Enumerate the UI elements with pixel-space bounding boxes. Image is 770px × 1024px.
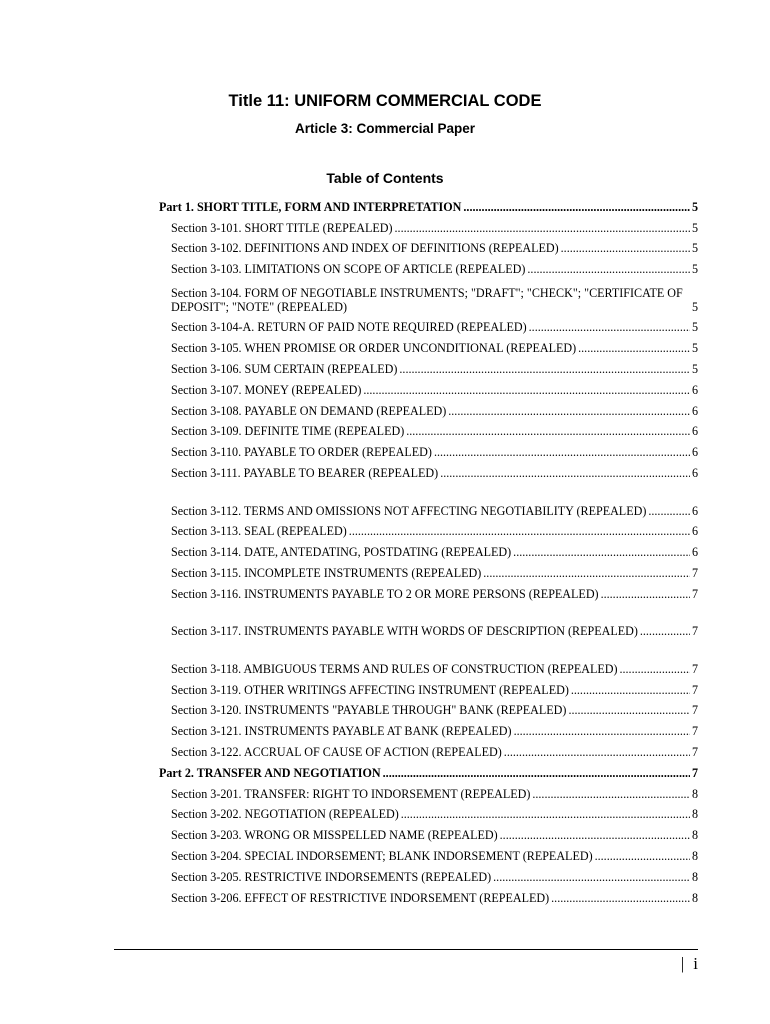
toc-section-entry[interactable] (159, 638, 698, 676)
toc-section-entry[interactable] (159, 676, 698, 697)
toc-entry-title: Section 3-104-A. RETURN OF PAID NOTE REQUIRED (REPEALED) (171, 320, 527, 335)
toc-entry-title: Section 3-121. INSTRUMENTS PAYABLE AT BANK (REPEALED) (171, 724, 512, 739)
toc-entry-page: 5 (691, 362, 698, 377)
toc-entry-page: 5 (691, 299, 698, 314)
toc-entry-page: 7 (691, 682, 698, 697)
toc-section-entry[interactable] (159, 397, 698, 418)
toc-dot-leader (529, 320, 690, 334)
toc-entry-page: 7 (691, 586, 698, 601)
toc-entry-title: Section 3-203. WRONG OR MISSPELLED NAME (REPEALED) (171, 828, 498, 843)
toc-dot-leader (640, 624, 690, 638)
document-title: Title 11: UNIFORM COMMERCIAL CODE (228, 92, 542, 110)
toc-entry-page: 6 (691, 545, 698, 560)
toc-heading: Table of Contents (326, 170, 444, 186)
toc-section-entry[interactable] (159, 780, 698, 801)
toc-entry-title: Section 3-206. EFFECT OF RESTRICTIVE INDORSEMENT (REPEALED) (171, 890, 550, 905)
toc-entry-title: Section 3-104. FORM OF NEGOTIABLE INSTRUMENTS; "DRAFT"; "CHECK"; "CERTIFICATE OF DEPOSIT"; "NOTE" (REPEALED) (171, 285, 683, 314)
toc-section-entry[interactable] (159, 697, 698, 718)
toc-dot-leader (383, 766, 690, 780)
toc-entry-page: 6 (691, 382, 698, 397)
document-subtitle: Article 3: Commercial Paper (294, 121, 476, 136)
toc-dot-leader (463, 200, 690, 214)
toc-entry-title: Section 3-101. SHORT TITLE (REPEALED) (171, 220, 393, 235)
toc-entry-title: Section 3-113. SEAL (REPEALED) (171, 524, 347, 539)
toc-entry-title: Section 3-119. OTHER WRITINGS AFFECTING INSTRUMENT (REPEALED) (171, 682, 569, 697)
toc-entry-title: Section 3-109. DEFINITE TIME (REPEALED) (171, 424, 405, 439)
toc-entry-title: Section 3-115. INCOMPLETE INSTRUMENTS (REPEALED) (171, 565, 482, 580)
toc-entry-title: Section 3-110. PAYABLE TO ORDER (REPEALED) (171, 445, 432, 460)
toc-dot-leader (399, 362, 690, 376)
toc-entry-title: Section 3-117. INSTRUMENTS PAYABLE WITH WORDS OF DESCRIPTION (REPEALED) (171, 624, 638, 639)
toc-dot-leader (395, 221, 690, 235)
toc-section-entry[interactable] (159, 255, 698, 276)
toc-dot-leader (595, 849, 690, 863)
toc-entry-page: 7 (691, 565, 698, 580)
toc-entry-title: Section 3-111. PAYABLE TO BEARER (REPEALED) (171, 466, 439, 481)
toc-dot-leader (483, 566, 690, 580)
toc-dot-leader (504, 745, 690, 759)
toc-entry-page: 7 (691, 724, 698, 739)
toc-part-entry[interactable] (159, 193, 698, 214)
toc-dot-leader (619, 662, 689, 676)
toc-entry-page: 8 (691, 890, 698, 905)
toc-section-entry[interactable] (159, 438, 698, 459)
toc-section-entry[interactable] (159, 559, 698, 580)
toc-dot-leader (551, 891, 690, 905)
toc-section-entry[interactable] (159, 418, 698, 439)
toc-dot-leader (561, 241, 690, 255)
toc-section-entry[interactable] (159, 601, 698, 639)
toc-section-entry[interactable] (159, 801, 698, 822)
toc-section-entry[interactable] (159, 276, 698, 314)
toc-dot-leader (527, 262, 690, 276)
toc-section-entry[interactable] (159, 821, 698, 842)
page-number-label: i (693, 954, 698, 973)
toc-entry-page: 5 (691, 341, 698, 356)
toc-section-entry[interactable] (159, 863, 698, 884)
toc-dot-leader (532, 787, 690, 801)
toc-entry-title: Section 3-116. INSTRUMENTS PAYABLE TO 2 OR MORE PERSONS (REPEALED) (171, 586, 599, 601)
toc-section-entry[interactable] (159, 235, 698, 256)
toc-section-entry[interactable] (159, 884, 698, 905)
footer-divider (114, 949, 698, 950)
toc-entry-title: Section 3-102. DEFINITIONS AND INDEX OF DEFINITIONS (REPEALED) (171, 241, 559, 256)
toc-entry-page: 6 (691, 466, 698, 481)
toc-part-entry[interactable] (159, 759, 698, 780)
toc-entry-title: Section 3-122. ACCRUAL OF CAUSE OF ACTION (REPEALED) (171, 744, 502, 759)
toc-section-entry[interactable] (159, 480, 698, 518)
toc-dot-leader (493, 870, 690, 884)
toc-entry-page: 5 (691, 262, 698, 277)
toc-entry-page: 7 (691, 744, 698, 759)
toc-entry-title: Section 3-204. SPECIAL INDORSEMENT; BLANK INDORSEMENT (REPEALED) (171, 848, 593, 863)
toc-section-entry[interactable] (159, 459, 698, 480)
toc-entry-page: 7 (691, 703, 698, 718)
toc-entry-title: Section 3-114. DATE, ANTEDATING, POSTDATING (REPEALED) (171, 545, 512, 560)
toc-entry-title: Section 3-202. NEGOTIATION (REPEALED) (171, 807, 399, 822)
toc-entry-page: 6 (691, 403, 698, 418)
toc-dot-leader (434, 445, 690, 459)
toc-entry-page: 8 (691, 869, 698, 884)
toc-dot-leader (513, 545, 690, 559)
toc-section-entry[interactable] (159, 214, 698, 235)
toc-section-entry[interactable] (159, 314, 698, 335)
toc-dot-leader (648, 504, 690, 518)
toc-entry-title: Section 3-118. AMBIGUOUS TERMS AND RULES OF CONSTRUCTION (REPEALED) (171, 661, 618, 676)
toc-entry-page: 5 (691, 199, 698, 214)
toc-entry-title: Section 3-108. PAYABLE ON DEMAND (REPEALED) (171, 403, 447, 418)
toc-entry-page: 8 (691, 828, 698, 843)
toc-entry-page: 5 (691, 220, 698, 235)
toc-entry-page: 7 (691, 765, 698, 780)
toc-entry-page: 5 (691, 320, 698, 335)
toc-section-entry[interactable] (159, 738, 698, 759)
toc-entry-title: Section 3-107. MONEY (REPEALED) (171, 382, 362, 397)
toc-entry-page: 8 (691, 807, 698, 822)
toc-entry-page: 5 (691, 241, 698, 256)
page-number-separator: | (680, 954, 685, 973)
toc-section-entry[interactable] (159, 580, 698, 601)
toc-dot-leader (601, 587, 690, 601)
toc-dot-leader (440, 466, 690, 480)
toc-dot-leader (578, 341, 690, 355)
toc-entry-title: Section 3-112. TERMS AND OMISSIONS NOT AFFECTING NEGOTIABILITY (REPEALED) (171, 503, 647, 518)
toc-section-entry[interactable] (159, 842, 698, 863)
toc-entry-page: 6 (691, 445, 698, 460)
toc-entry-title: Section 3-201. TRANSFER: RIGHT TO INDORSEMENT (REPEALED) (171, 786, 531, 801)
page-number (681, 954, 698, 974)
table-of-contents (159, 193, 698, 905)
toc-entry-title: Section 3-105. WHEN PROMISE OR ORDER UNCONDITIONAL (REPEALED) (171, 341, 577, 356)
toc-entry-page: 7 (691, 661, 698, 676)
toc-dot-leader (401, 807, 690, 821)
toc-entry-title: Section 3-120. INSTRUMENTS "PAYABLE THROUGH" BANK (REPEALED) (171, 703, 567, 718)
toc-section-entry[interactable] (159, 355, 698, 376)
toc-dot-leader (514, 724, 690, 738)
toc-entry-page: 8 (691, 786, 698, 801)
toc-entry-title: Part 2. TRANSFER AND NEGOTIATION (159, 765, 381, 780)
toc-dot-leader (568, 703, 690, 717)
toc-section-entry[interactable] (159, 334, 698, 355)
toc-entry-page: 6 (691, 424, 698, 439)
toc-section-entry[interactable] (159, 376, 698, 397)
toc-dot-leader (363, 383, 690, 397)
toc-dot-leader (571, 683, 690, 697)
toc-section-entry[interactable] (159, 717, 698, 738)
toc-entry-title: Section 3-106. SUM CERTAIN (REPEALED) (171, 362, 398, 377)
toc-dot-leader (500, 828, 690, 842)
toc-entry-page: 6 (691, 503, 698, 518)
toc-section-entry[interactable] (159, 538, 698, 559)
toc-entry-page: 6 (691, 524, 698, 539)
toc-entry-title: Part 1. SHORT TITLE, FORM AND INTERPRETATION (159, 199, 462, 214)
toc-entry-title: Section 3-103. LIMITATIONS ON SCOPE OF ARTICLE (REPEALED) (171, 262, 526, 277)
toc-dot-leader (448, 404, 690, 418)
toc-section-entry[interactable] (159, 518, 698, 539)
toc-dot-leader (406, 424, 690, 438)
toc-entry-title: Section 3-205. RESTRICTIVE INDORSEMENTS (REPEALED) (171, 869, 492, 884)
toc-entry-page: 8 (691, 848, 698, 863)
toc-entry-page: 7 (691, 624, 698, 639)
toc-dot-leader (349, 524, 690, 538)
